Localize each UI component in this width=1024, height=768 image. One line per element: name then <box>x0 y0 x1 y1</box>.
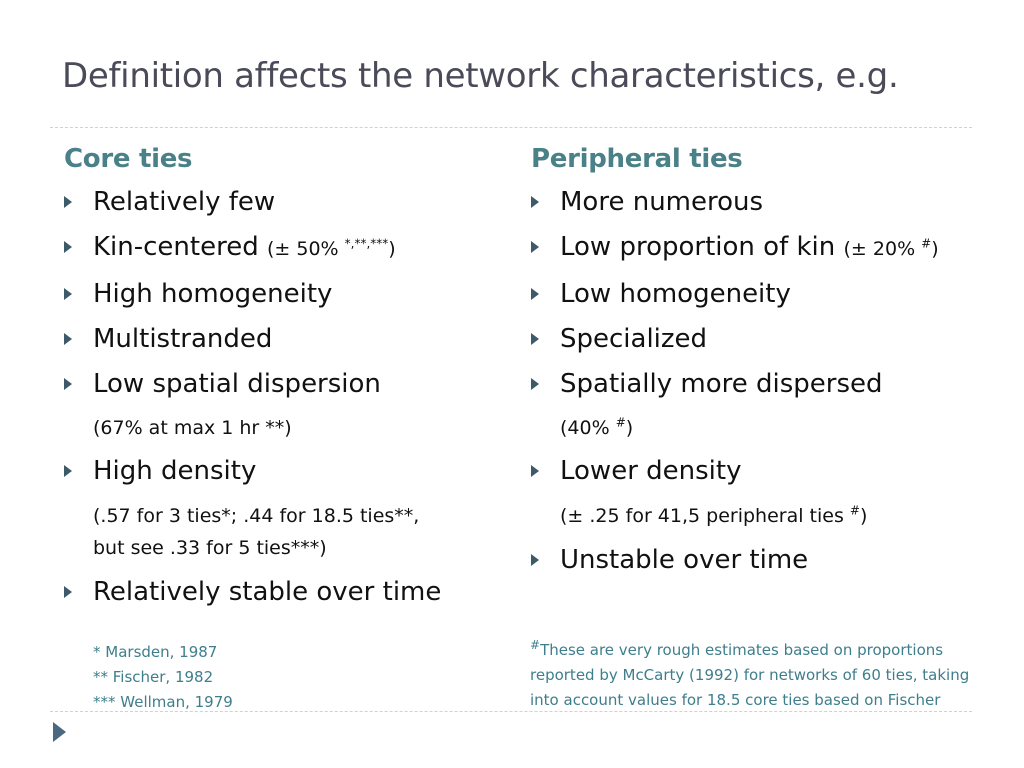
list-item: Low homogeneity <box>531 280 1011 309</box>
peripheral-ties-column <box>531 144 1011 591</box>
density-detail: (.57 for 3 ties*; .44 for 18.5 ties**, but see .33 for 5 ties***) <box>93 505 420 559</box>
footnote-fischer: ** Fischer, 1982 <box>93 668 214 686</box>
list-item: Multistranded <box>64 325 504 354</box>
bullet-arrow-icon <box>64 586 72 598</box>
footnote-wellman: *** Wellman, 1979 <box>93 693 233 711</box>
bullet-arrow-icon <box>64 378 72 390</box>
bullet-arrow-icon <box>531 288 539 300</box>
title-divider <box>50 127 972 128</box>
peripheral-ties-footnote: #These are very rough estimates based on proportions reported by McCarty (1992) for networks of 60 ties, taking into account values for 18.5 core ties based on Fischer <box>530 638 970 709</box>
list-item: Low proportion of kin (± 20% #) <box>531 233 1011 264</box>
dispersion-detail: (40% #) <box>560 415 634 439</box>
bullet-arrow-icon <box>531 378 539 390</box>
bullet-arrow-icon <box>64 465 72 477</box>
footnote-marsden: * Marsden, 1987 <box>93 643 218 661</box>
list-item: Specialized <box>531 325 1011 354</box>
bullet-arrow-icon <box>64 288 72 300</box>
list-item: Low spatial dispersion <box>64 370 504 399</box>
bullet-arrow-icon <box>64 333 72 345</box>
bullet-arrow-icon <box>531 196 539 208</box>
bullet-arrow-icon <box>531 554 539 566</box>
list-item: Kin-centered (± 50% *,**,***) <box>64 233 504 264</box>
list-item: High homogeneity <box>64 280 504 309</box>
core-ties-heading: Core ties <box>64 144 193 174</box>
density-detail: (± .25 for 41,5 peripheral ties #) <box>560 503 868 527</box>
list-item: Relatively stable over time <box>64 578 504 607</box>
kin-note: (± 50% *,**,***) <box>266 236 396 260</box>
dispersion-detail: (67% at max 1 hr **) <box>93 417 292 439</box>
slide-nav-arrow-icon[interactable] <box>53 722 66 742</box>
footer-divider <box>50 711 972 712</box>
bullet-arrow-icon <box>531 465 539 477</box>
list-item: More numerous <box>531 188 1011 217</box>
list-item: Relatively few <box>64 188 504 217</box>
core-ties-column <box>64 144 504 623</box>
slide-title: Definition affects the network characteristics, e.g. <box>62 56 899 96</box>
kin-note: (± 20% #) <box>843 236 939 260</box>
list-item: Lower density <box>531 457 1011 486</box>
bullet-arrow-icon <box>531 241 539 253</box>
list-item: Spatially more dispersed <box>531 370 1011 399</box>
core-ties-footnotes <box>93 640 233 715</box>
peripheral-ties-heading: Peripheral ties <box>531 144 743 174</box>
bullet-arrow-icon <box>531 333 539 345</box>
bullet-arrow-icon <box>64 241 72 253</box>
list-item: Unstable over time <box>531 546 1011 575</box>
bullet-arrow-icon <box>64 196 72 208</box>
list-item: High density <box>64 457 504 486</box>
